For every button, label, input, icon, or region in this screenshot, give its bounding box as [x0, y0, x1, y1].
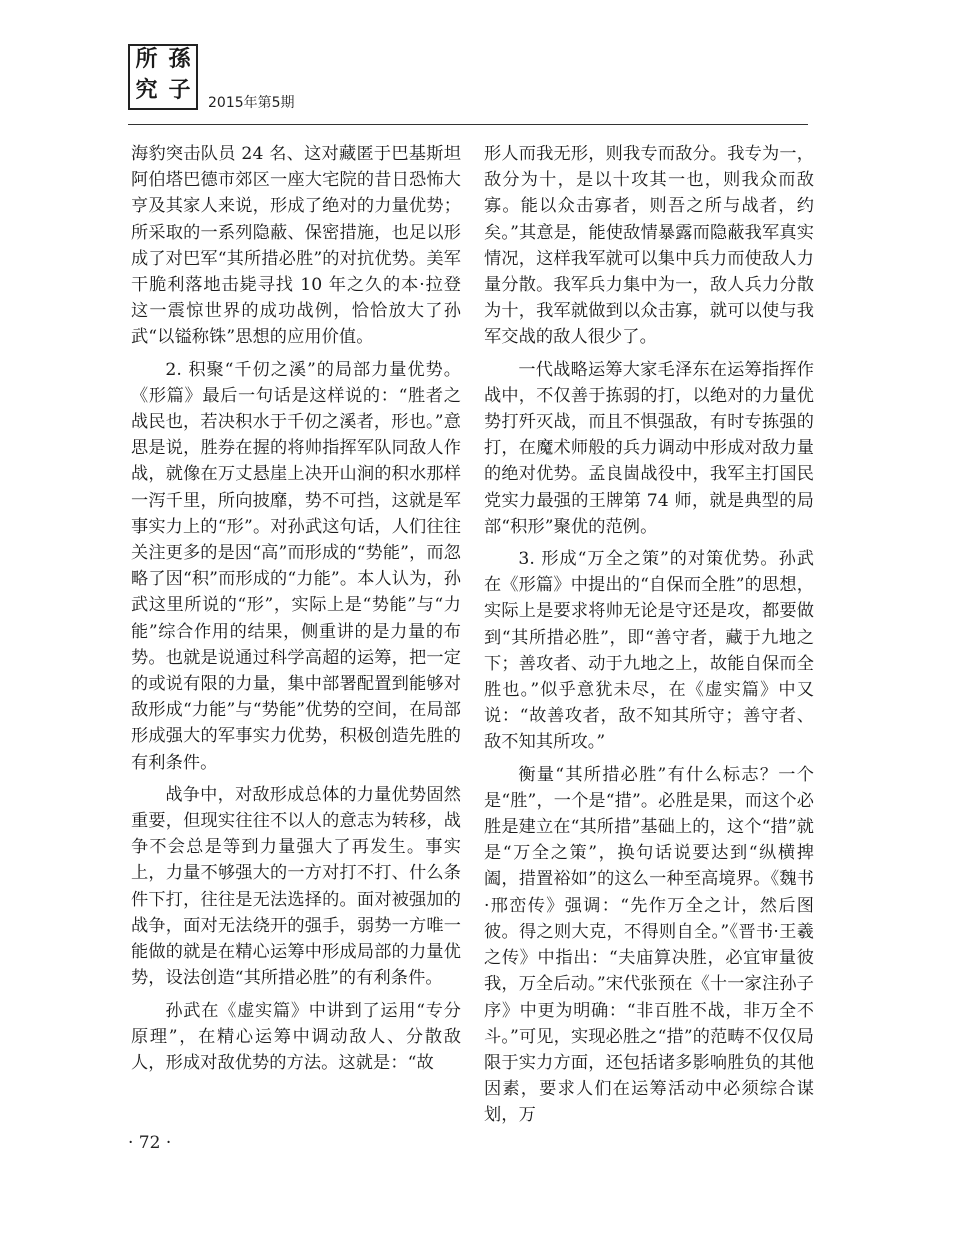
logo-char: 所	[135, 47, 158, 72]
paragraph: 海豹突击队员 24 名、这对藏匿于巴基斯坦阿伯塔巴德市郊区一座大宅院的昔日恐怖大亨及其家人来说，形成了绝对的力量优势；所采取的一系列隐蔽、保密措施，也足以形成了对巴军“其所措必胜”的对抗优势。美军干脆利落地击毙寻找 10 年之久的本·拉登这一震惊世界的成功战例，恰恰放大了孙武“以镒称铢”思想的应用价值。	[131, 144, 461, 348]
logo-char: 究	[135, 78, 158, 103]
logo-char: 孫	[168, 47, 191, 72]
left-column	[131, 141, 461, 1076]
paragraph: 战争中，对敌形成总体的力量优势固然重要，但现实往往不以人的意志为转移，战争不会总是等到力量强大了再发生。事实上，力量不够强大的一方对打不打、什么条件下打，往往是无法选择的。面对被强加的战争，面对无法绕开的强手，弱势一方唯一能做的就是在精心运筹中形成局部的力量优势，设法创造“其所措必胜”的有利条件。	[131, 784, 461, 989]
right-column	[484, 141, 814, 1129]
page-number: · 72 ·	[128, 1133, 172, 1153]
paragraph: 衡量“其所措必胜”有什么标志？一个是“胜”，一个是“措”。必胜是果，而这个必胜是建立在“其所措”基础上的，这个“措”就是“万全之策”，换句话说要达到“纵横捭阖，措置裕如”的这么一种至高境界。《魏书·邢峦传》强调：“先作万全之计，然后图彼。得之则大克，不得则自全。”《晋书·王羲之传》中指出：“夫庙算决胜，必宜审量彼我，万全后动。”宋代张预在《十一家注孙子序》中更为明确：“非百胜不战，非万全不斗。”可见，实现必胜之“措”的范畴不仅仅局限于实力方面，还包括诸多影响胜负的其他因素，要求人们在运筹活动中必须综合谋划，万	[484, 764, 814, 1126]
header-divider	[128, 124, 808, 125]
paragraph: 3. 形成“万全之策”的对策优势。孙武在《形篇》中提出的“自保而全胜”的思想，实际上是要求将帅无论是守还是攻，都要做到“其所措必胜”，即“善守者，藏于九地之下；善攻者、动于九地之上，故能自保而全胜也。”似乎意犹未尽，在《虚实篇》中又说：“故善攻者，敌不知其所守；善守者、敌不知其所攻。”	[484, 549, 814, 753]
paragraph: 形人而我无形，则我专而敌分。我专为一，敌分为十，是以十攻其一也，则我众而敌寡。能以众击寡者，则吾之所与战者，约矣。”其意是，能使敌情暴露而隐蔽我军真实情况，这样我军就可以集中兵力而使敌人力量分散。我军兵力集中为一，敌人兵力分散为十，我军就做到以众击寡，就可以使与我军交战的敌人很少了。	[484, 144, 814, 348]
paragraph: 2. 积聚“千仞之溪”的局部力量优势。《形篇》最后一句话是这样说的：“胜者之战民也，若决积水于千仞之溪者，形也。”意思是说，胜券在握的将帅指挥军队同敌人作战，就像在万丈悬崖上决开山涧的积水那样一泻千里，所向披靡，势不可挡，这就是军事实力上的“形”。对孙武这句话，人们往往关注更多的是因“高”而形成的“势能”，而忽略了因“积”而形成的“力能”。本人认为，孙武这里所说的“形”，实际上是“势能”与“力能”综合作用的结果，侧重讲的是力量的布势。也就是说通过科学高超的运筹，把一定的或说有限的力量，集中部署配置到能够对敌形成“力能”与“势能”优势的空间，在局部形成强大的军事实力优势，积极创造先胜的有利条件。	[131, 359, 461, 773]
paragraph: 孙武在《虚实篇》中讲到了运用“专分原理”，在精心运筹中调动敌人、分散敌人，形成对敌优势的方法。这就是：“故	[131, 1000, 461, 1073]
page-header	[128, 44, 808, 120]
paragraph: 一代战略运筹大家毛泽东在运筹指挥作战中，不仅善于拣弱的打，以绝对的力量优势打歼灭战，而且不惧强敌，有时专拣强的打，在魔术师般的兵力调动中形成对敌力量的绝对优势。孟良崮战役中，我军主打国民党实力最强的王牌第 74 师，就是典型的局部“积形”聚优的范例。	[484, 359, 814, 537]
journal-logo	[128, 44, 198, 110]
issue-label: 2015年第5期	[208, 95, 295, 111]
logo-char: 子	[168, 78, 191, 103]
